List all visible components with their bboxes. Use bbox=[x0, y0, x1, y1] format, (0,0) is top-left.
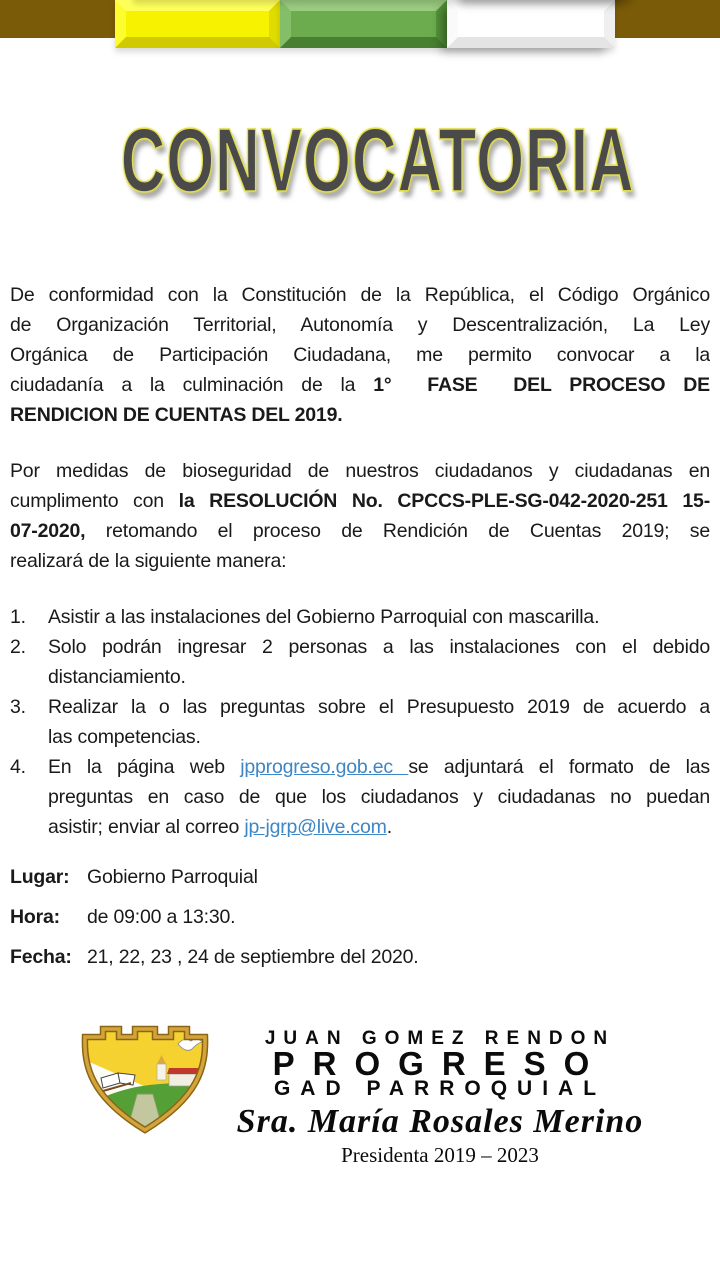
logo-name-line2: PROGRESO bbox=[272, 1045, 608, 1082]
text-run: realizará de la siguiente manera: bbox=[10, 550, 287, 572]
text-line bbox=[10, 310, 710, 340]
list-number: 2. bbox=[10, 636, 26, 658]
text-run: de Organización Territorial, Autonomía y Descentralización, La Ley bbox=[10, 314, 710, 336]
text-line bbox=[48, 752, 710, 782]
text-line bbox=[48, 632, 710, 662]
list-item bbox=[10, 602, 710, 632]
hyperlink[interactable]: jpprogreso.gob.ec bbox=[240, 756, 409, 778]
text-run: . bbox=[386, 816, 392, 838]
top-yellow-block bbox=[115, 0, 280, 48]
text-line bbox=[10, 370, 710, 400]
text-run: se adjuntará el formato de las bbox=[408, 756, 710, 778]
list-item-text bbox=[48, 632, 710, 692]
text-line bbox=[10, 486, 710, 516]
text-line bbox=[10, 456, 710, 486]
list-item bbox=[10, 752, 710, 842]
text-line bbox=[48, 662, 710, 692]
text-line bbox=[10, 400, 710, 430]
text-run: ciudadanía a la culminación de la bbox=[10, 374, 374, 396]
president-term: Presidenta 2019 – 2023 bbox=[341, 1143, 539, 1167]
list-number: 3. bbox=[10, 696, 26, 718]
text-run: asistir; enviar al correo bbox=[48, 816, 245, 838]
logo-name-line3: GAD PARROQUIAL bbox=[273, 1077, 607, 1100]
title-section bbox=[0, 112, 720, 210]
numbered-list bbox=[10, 602, 710, 842]
text-run: retomando el proceso de Rendición de Cuentas 2019; se bbox=[105, 520, 710, 542]
text-line bbox=[48, 602, 710, 632]
paragraph bbox=[10, 456, 710, 576]
text-line bbox=[48, 722, 710, 752]
text-run: En la página web bbox=[48, 756, 241, 778]
text-run: Realizar la o las preguntas sobre el Presupuesto 2019 de acuerdo a bbox=[48, 696, 710, 718]
text-run: distanciamiento. bbox=[48, 666, 186, 688]
detail-row bbox=[10, 857, 710, 897]
top-green-block bbox=[280, 0, 447, 48]
detail-value: de 09:00 a 13:30. bbox=[87, 906, 236, 928]
parish-crest-icon bbox=[75, 1022, 215, 1144]
bold-text-run: 07-2020, bbox=[10, 520, 106, 542]
text-line bbox=[48, 782, 710, 812]
details bbox=[10, 857, 710, 977]
paragraphs bbox=[10, 280, 710, 576]
paragraph bbox=[10, 280, 710, 430]
page-title: CONVOCATORIA bbox=[120, 111, 635, 211]
hyperlink[interactable]: jp-jgrp@live.com bbox=[244, 816, 387, 838]
text-line bbox=[10, 340, 710, 370]
text-run: Asistir a las instalaciones del Gobierno Parroquial con mascarilla. bbox=[48, 606, 600, 628]
bold-text-run: 1° FASE DEL PROCESO DE bbox=[373, 374, 710, 396]
text-line bbox=[48, 812, 710, 842]
list-item bbox=[10, 692, 710, 752]
list-item bbox=[10, 632, 710, 692]
list-number: 4. bbox=[10, 756, 26, 778]
top-white-block bbox=[447, 0, 615, 48]
detail-value: 21, 22, 23 , 24 de septiembre del 2020. bbox=[87, 946, 419, 968]
logo-name-line1: JUAN GOMEZ RENDON bbox=[264, 1028, 616, 1049]
list-item-text bbox=[48, 602, 710, 632]
detail-label: Fecha: bbox=[10, 946, 72, 968]
text-run: De conformidad con la Constitución de la República, el Código Orgánico bbox=[10, 284, 710, 306]
detail-label: Lugar: bbox=[10, 866, 70, 888]
text-line bbox=[10, 546, 710, 576]
text-run: Por medidas de bioseguridad de nuestros ciudadanos y ciudadanas en bbox=[10, 460, 710, 482]
text-line bbox=[10, 280, 710, 310]
text-line bbox=[48, 692, 710, 722]
logo-text-block bbox=[230, 1028, 650, 1166]
text-run: cumplimento con bbox=[10, 490, 179, 512]
bold-text-run: la RESOLUCIÓN No. CPCCS-PLE-SG-042-2020-251 15- bbox=[178, 490, 710, 512]
detail-row bbox=[10, 897, 710, 937]
list-item-text bbox=[48, 692, 710, 752]
text-run: preguntas en caso de que los ciudadanos y ciudadanas no puedan bbox=[48, 786, 710, 808]
text-run: Solo podrán ingresar 2 personas a las instalaciones con el debido bbox=[48, 636, 710, 658]
detail-row bbox=[10, 937, 710, 977]
detail-label: Hora: bbox=[10, 906, 60, 928]
list-item-text bbox=[48, 752, 710, 842]
bold-text-run: RENDICION DE CUENTAS DEL 2019. bbox=[10, 404, 343, 426]
list-number: 1. bbox=[10, 606, 26, 628]
document-body bbox=[10, 280, 710, 977]
text-line bbox=[10, 516, 710, 546]
detail-value: Gobierno Parroquial bbox=[87, 866, 258, 888]
text-run: las competencias. bbox=[48, 726, 201, 748]
text-run: Orgánica de Participación Ciudadana, me permito convocar a la bbox=[10, 344, 710, 366]
president-signature: Sra. María Rosales Merino bbox=[236, 1103, 644, 1140]
